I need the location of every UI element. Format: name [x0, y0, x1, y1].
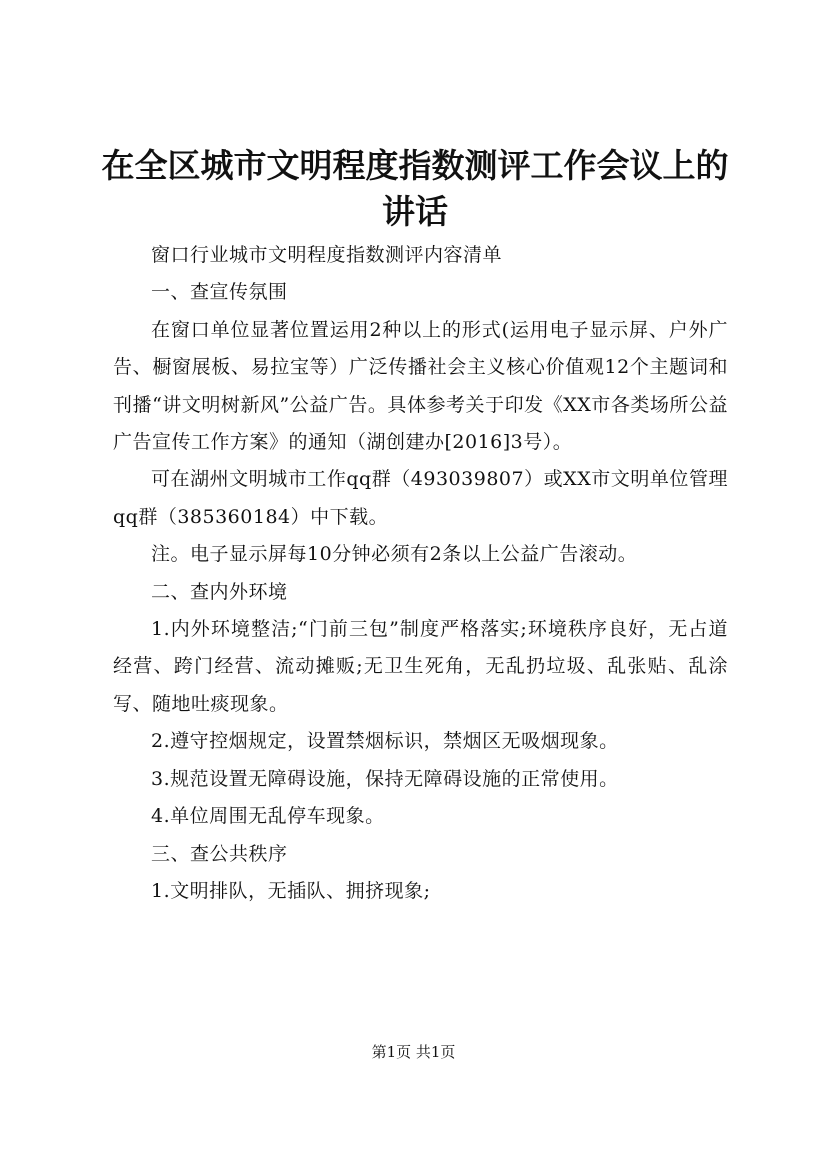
note-paragraph: 注。电子显示屏每10分钟必须有2条以上公益广告滚动。 [151, 543, 638, 566]
list-item: 1.文明排队，无插队、拥挤现象; [151, 879, 431, 902]
paragraph: 可在湖州文明城市工作qq群（493039807）或XX市文明单位管理qq群（385360184）中下载。 [113, 468, 728, 528]
list-item: 2.遵守控烟规定，设置禁烟标识，禁烟区无吸烟现象。 [151, 730, 619, 753]
section-heading-3: 三、查公共秩序 [151, 842, 288, 865]
section-heading-1: 一、查宣传氛围 [151, 281, 288, 304]
document-body [113, 237, 728, 910]
paragraph: 在窗口单位显著位置运用2种以上的形式(运用电子显示屏、户外广告、橱窗展板、易拉宝等）广泛传播社会主义核心价值观12个主题词和刊播“讲文明树新风”公益广告。具体参考关于印发《XX市各类场所公益广告宣传工作方案》的通知（湖创建办[2016]3号）。 [113, 318, 728, 454]
document-title: 在全区城市文明程度指数测评工作会议上的讲话 [101, 146, 729, 231]
page-footer: 第1页 共1页 [371, 1043, 456, 1061]
list-item: 1.内外环境整洁;“门前三包”制度严格落实;环境秩序良好，无占道经营、跨门经营、流动摊贩;无卫生死角，无乱扔垃圾、乱张贴、乱涂写、随地吐痰现象。 [113, 618, 728, 715]
section-heading-2: 二、查内外环境 [151, 580, 288, 603]
list-item: 3.规范设置无障碍设施，保持无障碍设施的正常使用。 [151, 767, 619, 790]
paragraph-list-title: 窗口行业城市文明程度指数测评内容清单 [151, 244, 503, 266]
list-item: 4.单位周围无乱停车现象。 [151, 805, 385, 828]
